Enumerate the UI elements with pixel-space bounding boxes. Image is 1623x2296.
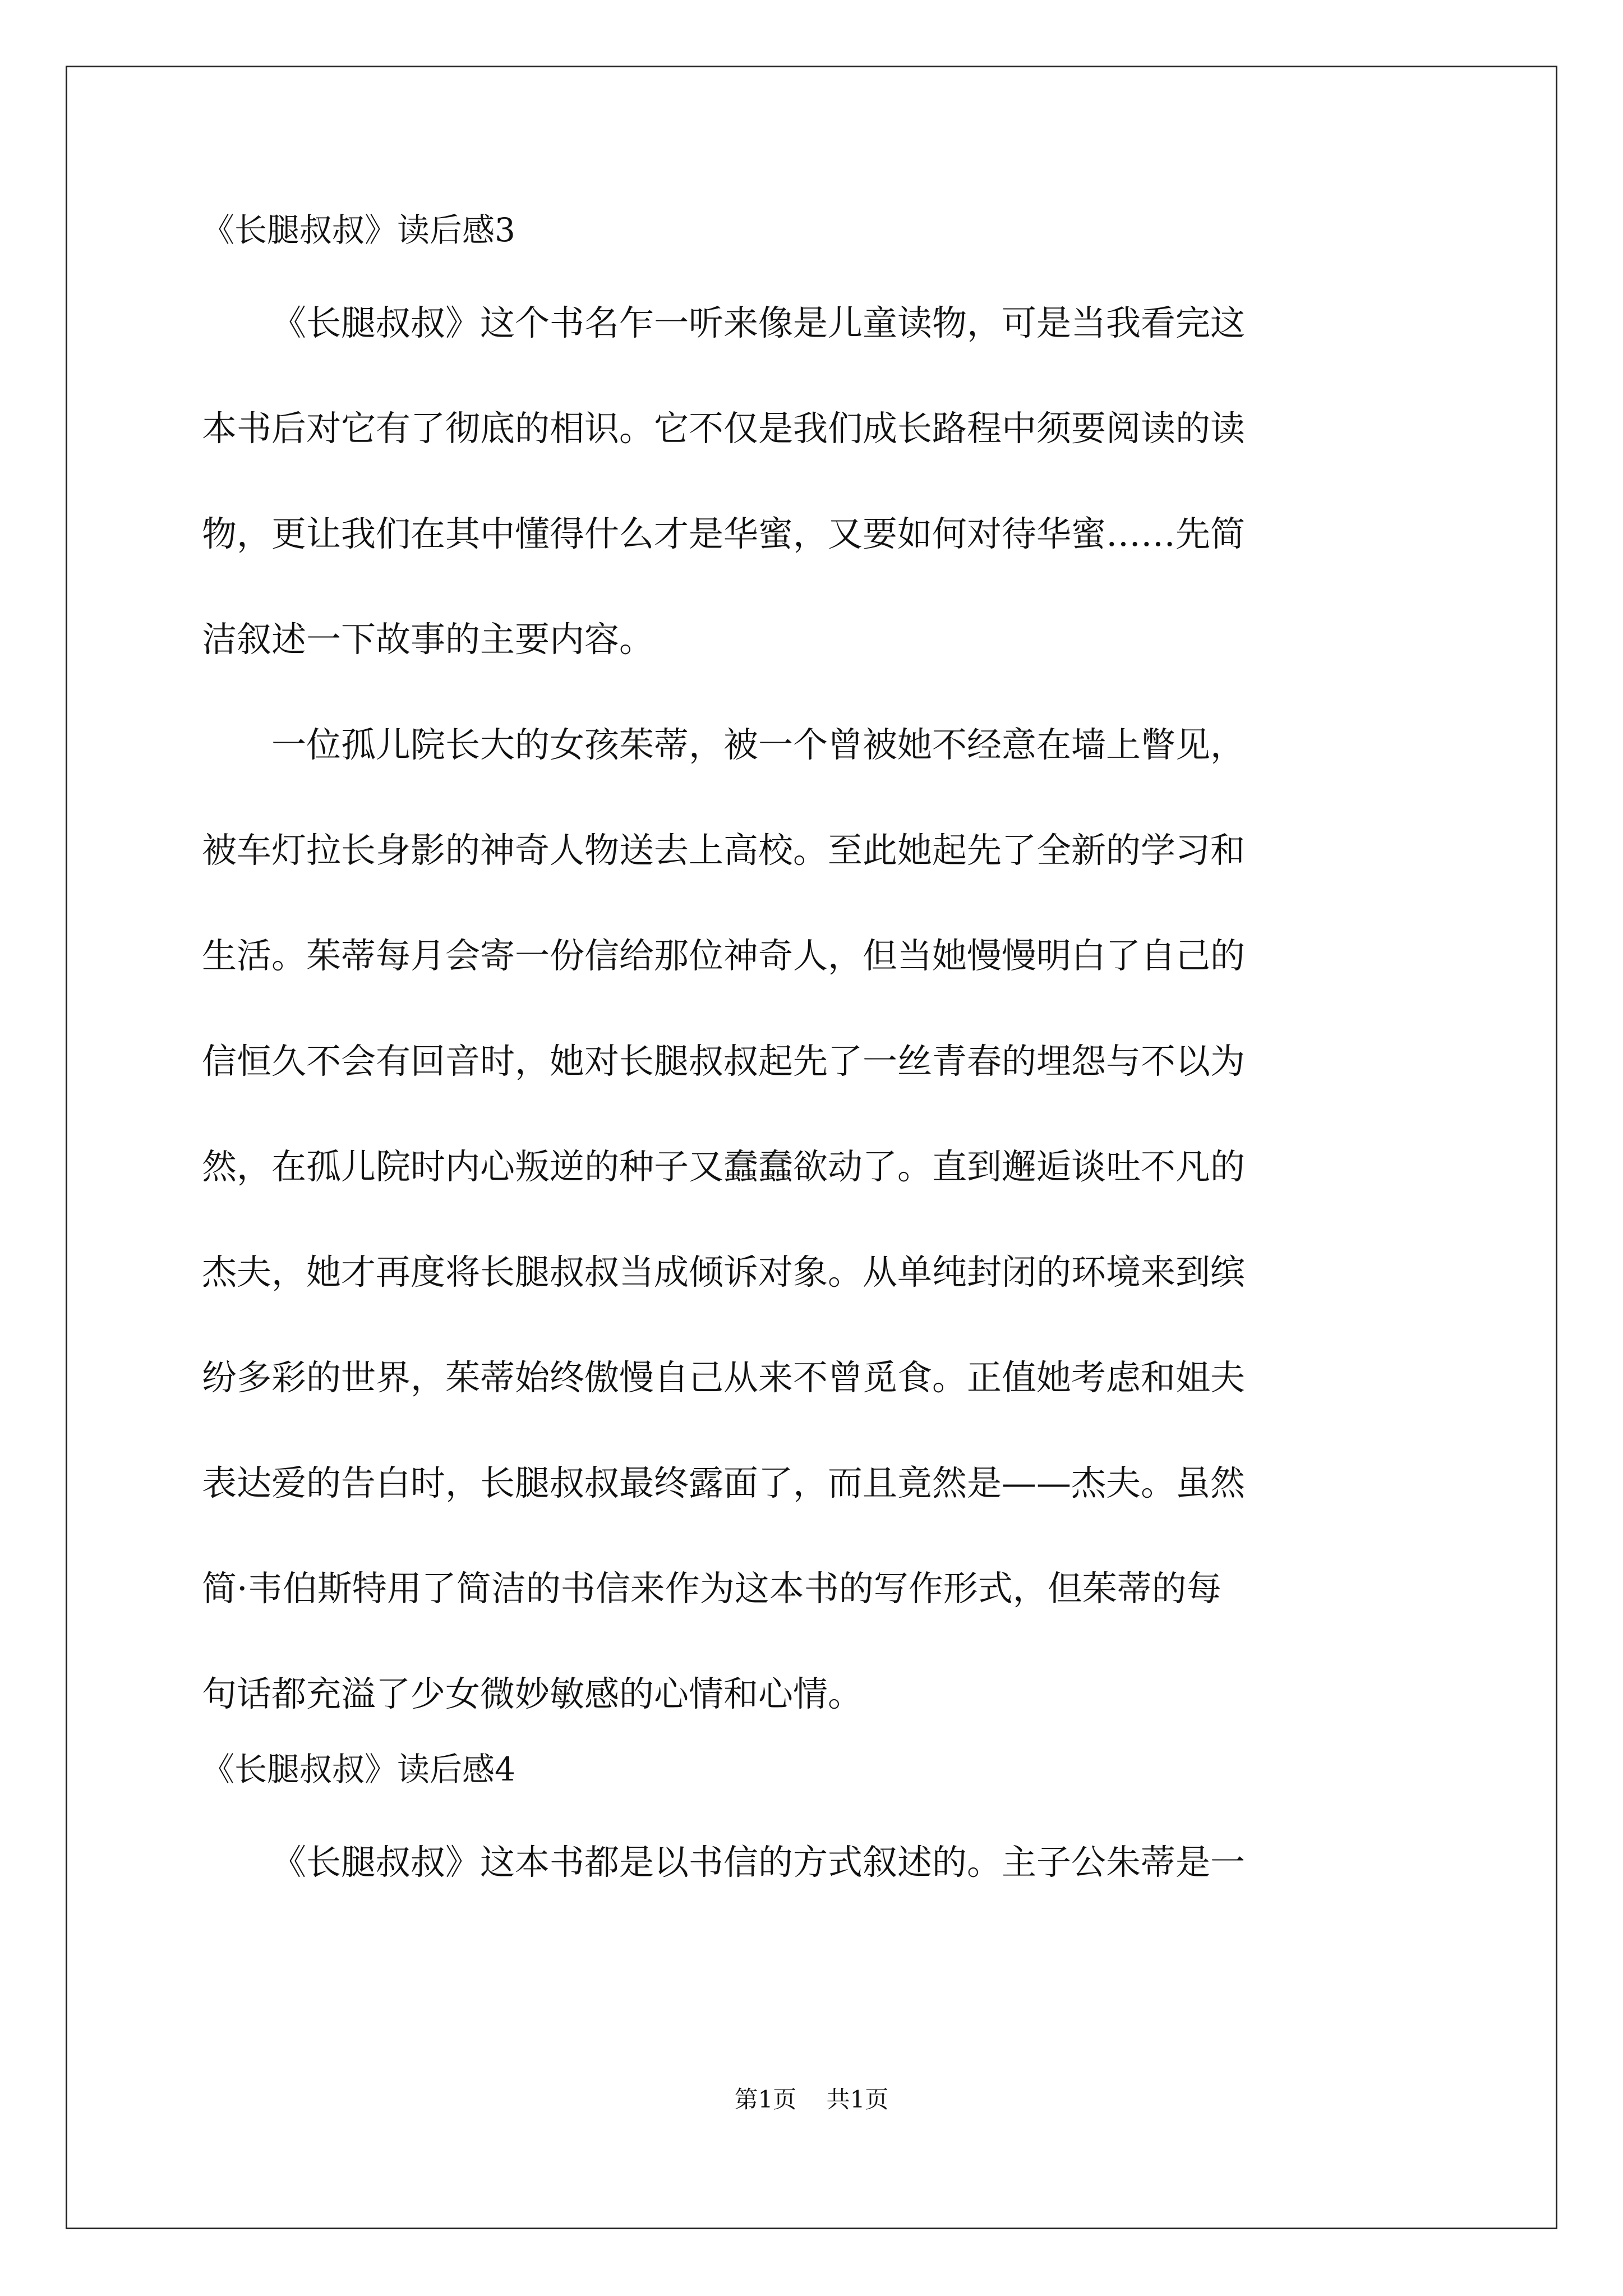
text-line: 句话都充溢了少女微妙敏感的心情和心情。: [202, 1673, 863, 1714]
text-line: 《长腿叔叔》这个书名乍一听来像是儿童读物，可是当我看完这: [271, 302, 1246, 343]
text-line: 信恒久不会有回音时，她对长腿叔叔起先了一丝青春的埋怨与不以为: [202, 1041, 1246, 1082]
text-line: 本书后对它有了彻底的相识。它不仅是我们成长路程中须要阅读的读: [202, 408, 1246, 449]
text-line: 生活。茱蒂每月会寄一份信给那位神奇人，但当她慢慢明白了自己的: [202, 935, 1246, 976]
section-heading-4: 《长腿叔叔》读后感4: [202, 1750, 515, 1788]
text-line: 《长腿叔叔》这本书都是以书信的方式叙述的。主子公朱蒂是一: [271, 1842, 1246, 1883]
paragraph-section4: [202, 1810, 1430, 1915]
text-line: 表达爱的告白时，长腿叔叔最终露面了，而且竟然是——杰夫。虽然: [202, 1462, 1246, 1503]
text-line: 一位孤儿院长大的女孩茱蒂，被一个曾被她不经意在墙上瞥见，: [271, 724, 1246, 765]
page-footer: 第1页 共1页: [734, 2086, 889, 2113]
section-heading-3: 《长腿叔叔》读后感3: [202, 211, 515, 249]
document-body: [202, 212, 1430, 1915]
text-line: 纷多彩的世界，茱蒂始终傲慢自己从来不曾觅食。正值她考虑和姐夫: [202, 1357, 1246, 1398]
paragraph-story: [202, 692, 1430, 1747]
text-line: 物，更让我们在其中懂得什么才是华蜜，又要如何对待华蜜……先简: [202, 513, 1246, 554]
text-line: 然，在孤儿院时内心叛逆的种子又蠢蠢欲动了。直到邂逅谈吐不凡的: [202, 1146, 1246, 1187]
text-line: 杰夫，她才再度将长腿叔叔当成倾诉对象。从单纯封闭的环境来到缤: [202, 1251, 1246, 1292]
text-line: 洁叙述一下故事的主要内容。: [202, 619, 654, 660]
text-line: 被车灯拉长身影的神奇人物送去上高校。至此她起先了全新的学习和: [202, 830, 1246, 871]
text-line: 简·韦伯斯特用了简洁的书信来作为这本书的写作形式，但茱蒂的每: [202, 1568, 1221, 1609]
paragraph-intro: [202, 270, 1430, 692]
